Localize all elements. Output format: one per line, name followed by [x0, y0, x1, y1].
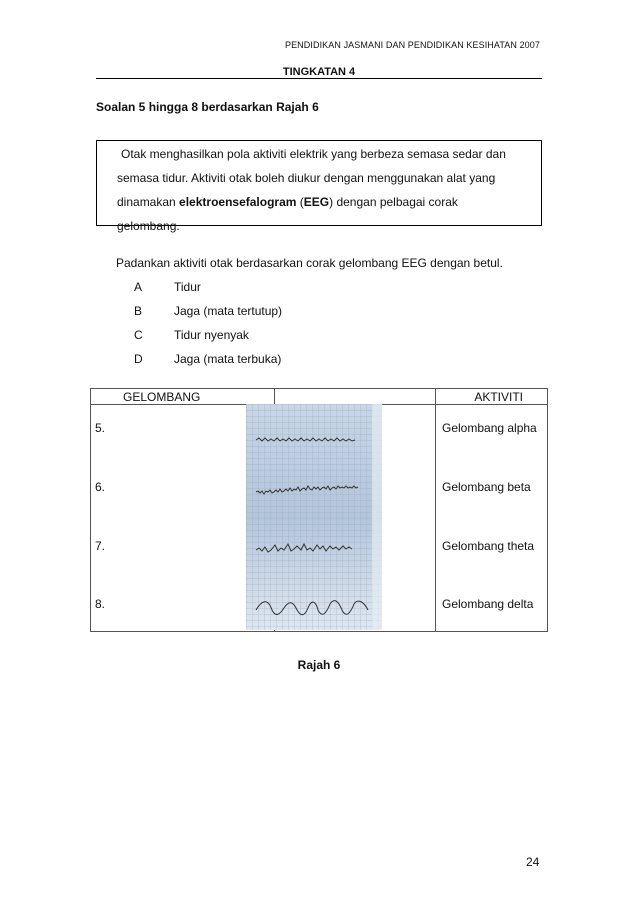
col-header-aktiviti: AKTIVITI — [436, 389, 548, 405]
info-line-1: Otak menghasilkan pola aktiviti elektrik yang berbeza semasa sedar dan — [121, 147, 506, 161]
page-number: 24 — [526, 855, 540, 869]
info-line-2: semasa tidur. Aktiviti otak boleh diukur dengan menggunakan alat yang — [117, 171, 496, 185]
option-letter: C — [134, 328, 143, 342]
question-intro: Soalan 5 hingga 8 berdasarkan Rajah 6 — [96, 100, 319, 114]
row-number: 5. — [95, 421, 106, 435]
wave-name: Gelombang beta — [442, 480, 531, 494]
info-box — [96, 140, 542, 233]
col-header-gelombang: GELOMBANG — [91, 389, 275, 405]
option-text: Tidur — [174, 280, 201, 294]
eeg-abbrev: EEG — [303, 195, 330, 209]
instruction: Padankan aktiviti otak berdasarkan corak gelombang EEG dengan betul. — [116, 256, 503, 270]
row-number: 8. — [95, 597, 106, 611]
row-number: 6. — [95, 480, 106, 494]
option-text: Tidur nyenyak — [174, 328, 249, 342]
row-number: 7. — [95, 539, 106, 553]
option-letter: A — [134, 280, 143, 294]
figure-caption: Rajah 6 — [297, 658, 341, 672]
activity-cell — [436, 405, 548, 632]
table-header-row — [91, 389, 548, 405]
option-letter: B — [134, 304, 143, 318]
wave-name: Gelombang alpha — [442, 421, 537, 435]
option-text: Jaga (mata tertutup) — [174, 304, 283, 318]
col-header-figure — [275, 389, 436, 405]
level-heading: TINGKATAN 4 — [282, 66, 356, 78]
eeg-waveform-image — [246, 404, 382, 630]
eeg-term: elektroensefalogram — [179, 195, 297, 209]
option-text: Jaga (mata terbuka) — [174, 352, 282, 366]
info-line-4: gelombang. — [117, 219, 180, 233]
wave-name: Gelombang theta — [442, 539, 535, 553]
info-line-3: dinamakan elektroensefalogram (EEG) dengan pelbagai corak — [117, 195, 458, 209]
option-letter: D — [134, 352, 143, 366]
running-header: PENDIDIKAN JASMANI DAN PENDIDIKAN KESIHATAN 2007 — [284, 40, 540, 50]
header-rule — [96, 78, 542, 79]
wave-name: Gelombang delta — [442, 597, 534, 611]
